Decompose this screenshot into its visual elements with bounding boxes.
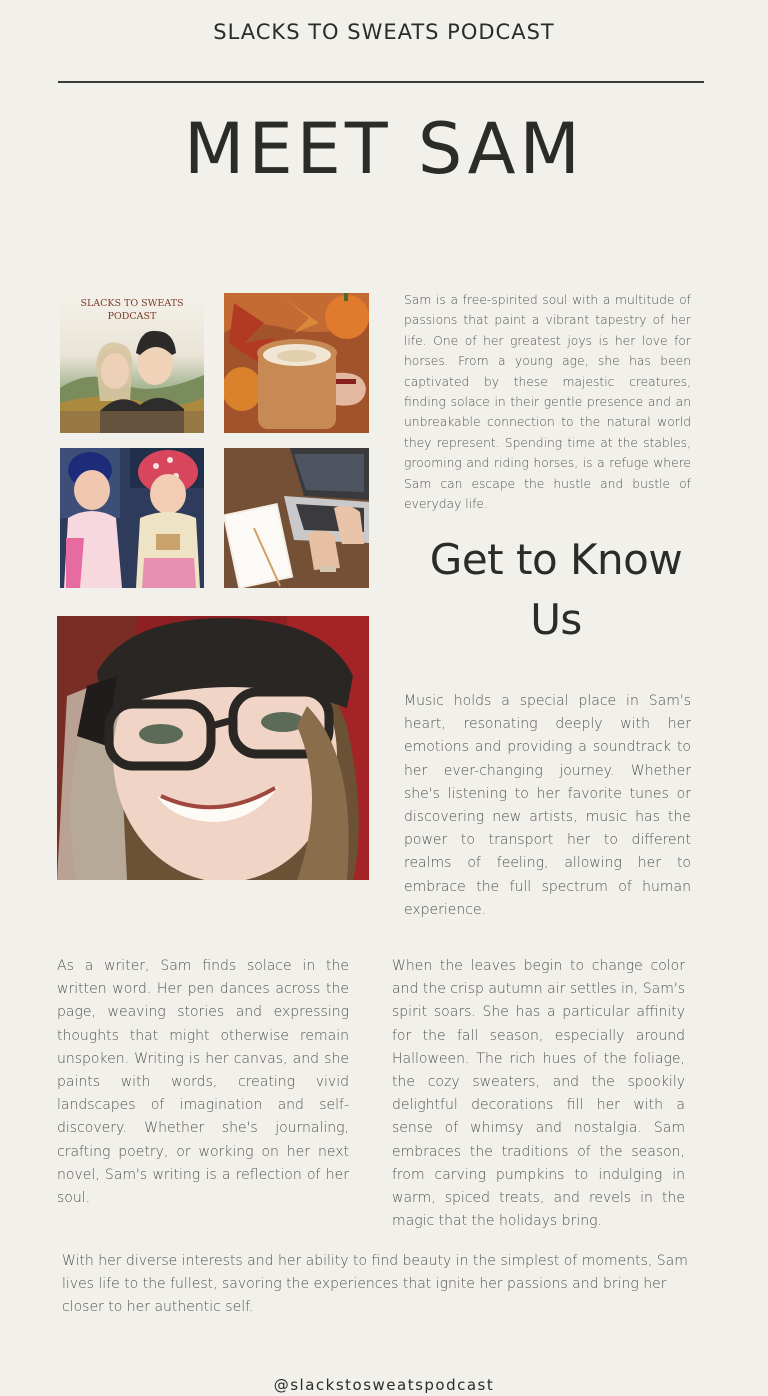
header-divider [58,81,704,83]
page-title: MEET SAM [184,108,584,190]
section-heading: Get to Know Us [429,535,683,644]
autumn-paragraph: When the leaves begin to change color and the crisp autumn air settles in, Sam's spirit soars. She has a particular affinity for the fall season, especially around Halloween. The rich hues of the foliage, the cozy sweaters, and the spookily delightful decorations fill her with a sense of whimsy and nostalgia. Sam embraces the traditions of the season, from carving pumpkins to indulging in warm, spiced treats, and revels in the magic that the holidays bring. [392,958,685,1230]
closing-paragraph: With her diverse interests and her ability to find beauty in the simplest of moments, Sam lives life to the fullest, savoring the experiences that ignite her passions and bring her closer to her authentic self. [62,1253,688,1316]
podcast-title: SLACKS TO SWEATS PODCAST [213,20,555,44]
cover-art-line1: SLACKS TO SWEATS [80,298,184,309]
laptop-writing-image [224,448,369,588]
intro-paragraph: Sam is a free-spirited soul with a multitude of passions that paint a vibrant tapestry of her life. One of her greatest joys is her love for horses. From a young age, she has been captivated by these majestic creatures, finding solace in their gentle presence and an unbreakable connection to the natural world they represent. Spending time at the stables, grooming and riding horses, is a refuge where Sam can escape the hustle and bustle of everyday life. [404,293,691,512]
sam-portrait-image [57,616,369,880]
social-handle: @slackstosweatspodcast [273,1376,495,1394]
childhood-photo-image [60,448,204,588]
coffee-autumn-image [224,293,369,433]
cover-art-line2: PODCAST [107,311,157,322]
cover-art-title [60,297,204,323]
writer-paragraph: As a writer, Sam finds solace in the written word. Her pen dances across the page, weaving stories and expressing thoughts that might otherwise remain unspoken. Writing is her canvas, and she paints with words, creating vivid landscapes of imagination and self-discovery. Whether she's journaling, crafting poetry, or working on her next novel, Sam's writing is a reflection of her soul. [57,958,349,1207]
music-paragraph: Music holds a special place in Sam's heart, resonating deeply with her emotions and providing a soundtrack to her ever-changing journey. Whether she's listening to her favorite tunes or discovering new artists, music has the power to transport her to different realms of feeling, allowing her to embrace the full spectrum of human experience. [404,693,691,918]
